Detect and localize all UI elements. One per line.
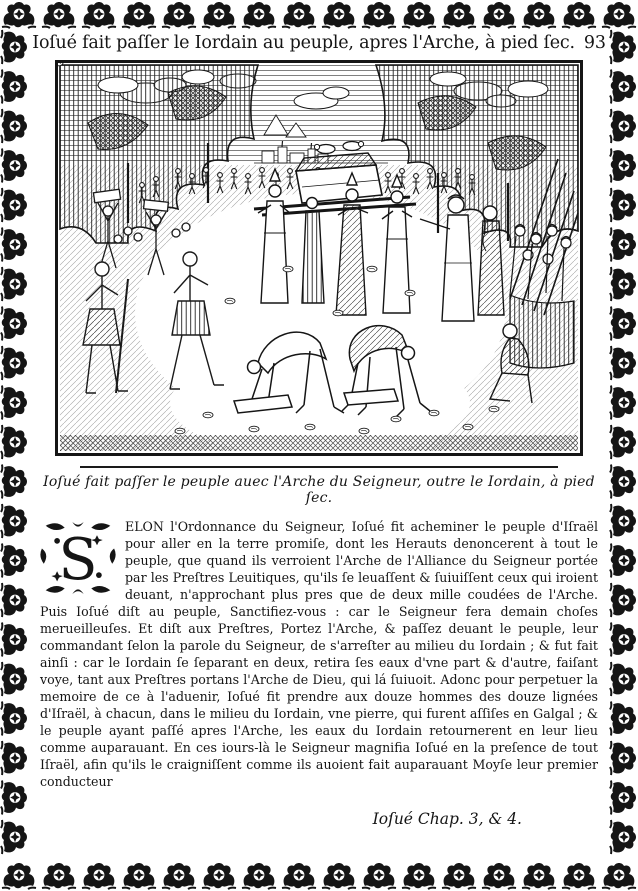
woodcut-illustration [55,60,583,456]
border-left-ornament [0,29,30,859]
crossing-of-jordan-engraving [58,63,580,453]
drop-cap-letter: S [58,526,98,593]
body-text: ELON l'Ordonnance du Seigneur, Ioſué fit acheminer le peuple d'Iſraël pour aller en la terre promiſe, dont les Herauts denoncerent à tout le peuple, que quand ils verroient l'Arche de l'Alliance du Seigneur portée par les Preſtres Leuitiques, qu'ils ſe leuaſſent & ſuiuiſſent ceux qui iroient deuant, n'approchant plus pres que de deux mille coudées de l'Arche. Puis Ioſué diſt au peuple, Sanctifiez-vous : car le Seigneur fera demain choſes merueilleuſes. Et diſt aux Preſtres, Portez l'Arche, & paſſez deuant le peuple, leur commandant ſelon la parole du Seigneur, de s'arreſter au milieu du Iordain ; & fut fait ainſi : car le Iordain ſe ſeparant en deux, retira ſes eaux d'vne part & d'autre, faiſant voye, tant aux Preſtres portans l'Arche de Dieu, qui lá ſuiuoit. Adonc pour perpetuer la memoire de ce à l'aduenir, Ioſué fit prendre aux douze hommes des douze lignées d'Iſraël, à chacun, dans le milieu du Iordain, vne pierre, qui furent aſſiſes en Galgal ; & le peuple ayant paſſé apres l'Arche, les eaux du Iordain retournerent en leur lieu comme auparauant. En ces iours-là le Seigneur magnifia Ioſué en la preſence de tout Iſraël, afin qu'ils le craigniſſent comme ils auoient fait auparauant Moyſe leur premier conducteur [40,519,598,789]
body-paragraph [40,518,598,790]
page-title: Ioſué fait paſſer le Iordain au peuple, apres l'Arche, à pied ſec. [32,33,575,53]
page-number: 93 [583,33,606,53]
engraving-caption: Ioſué fait paſſer le peuple auec l'Arche du Seigneur, outre le Iordain, à pied ſec. [43,474,595,506]
border-right-ornament [608,29,638,859]
page-header [34,33,604,53]
caption-rule [80,466,558,468]
border-bottom-ornament [0,858,638,891]
scripture-citation: Ioſué Chap. 3, & 4. [372,810,522,828]
drop-cap-initial [40,520,116,596]
page-content [34,30,604,857]
border-top-ornament [0,0,638,29]
